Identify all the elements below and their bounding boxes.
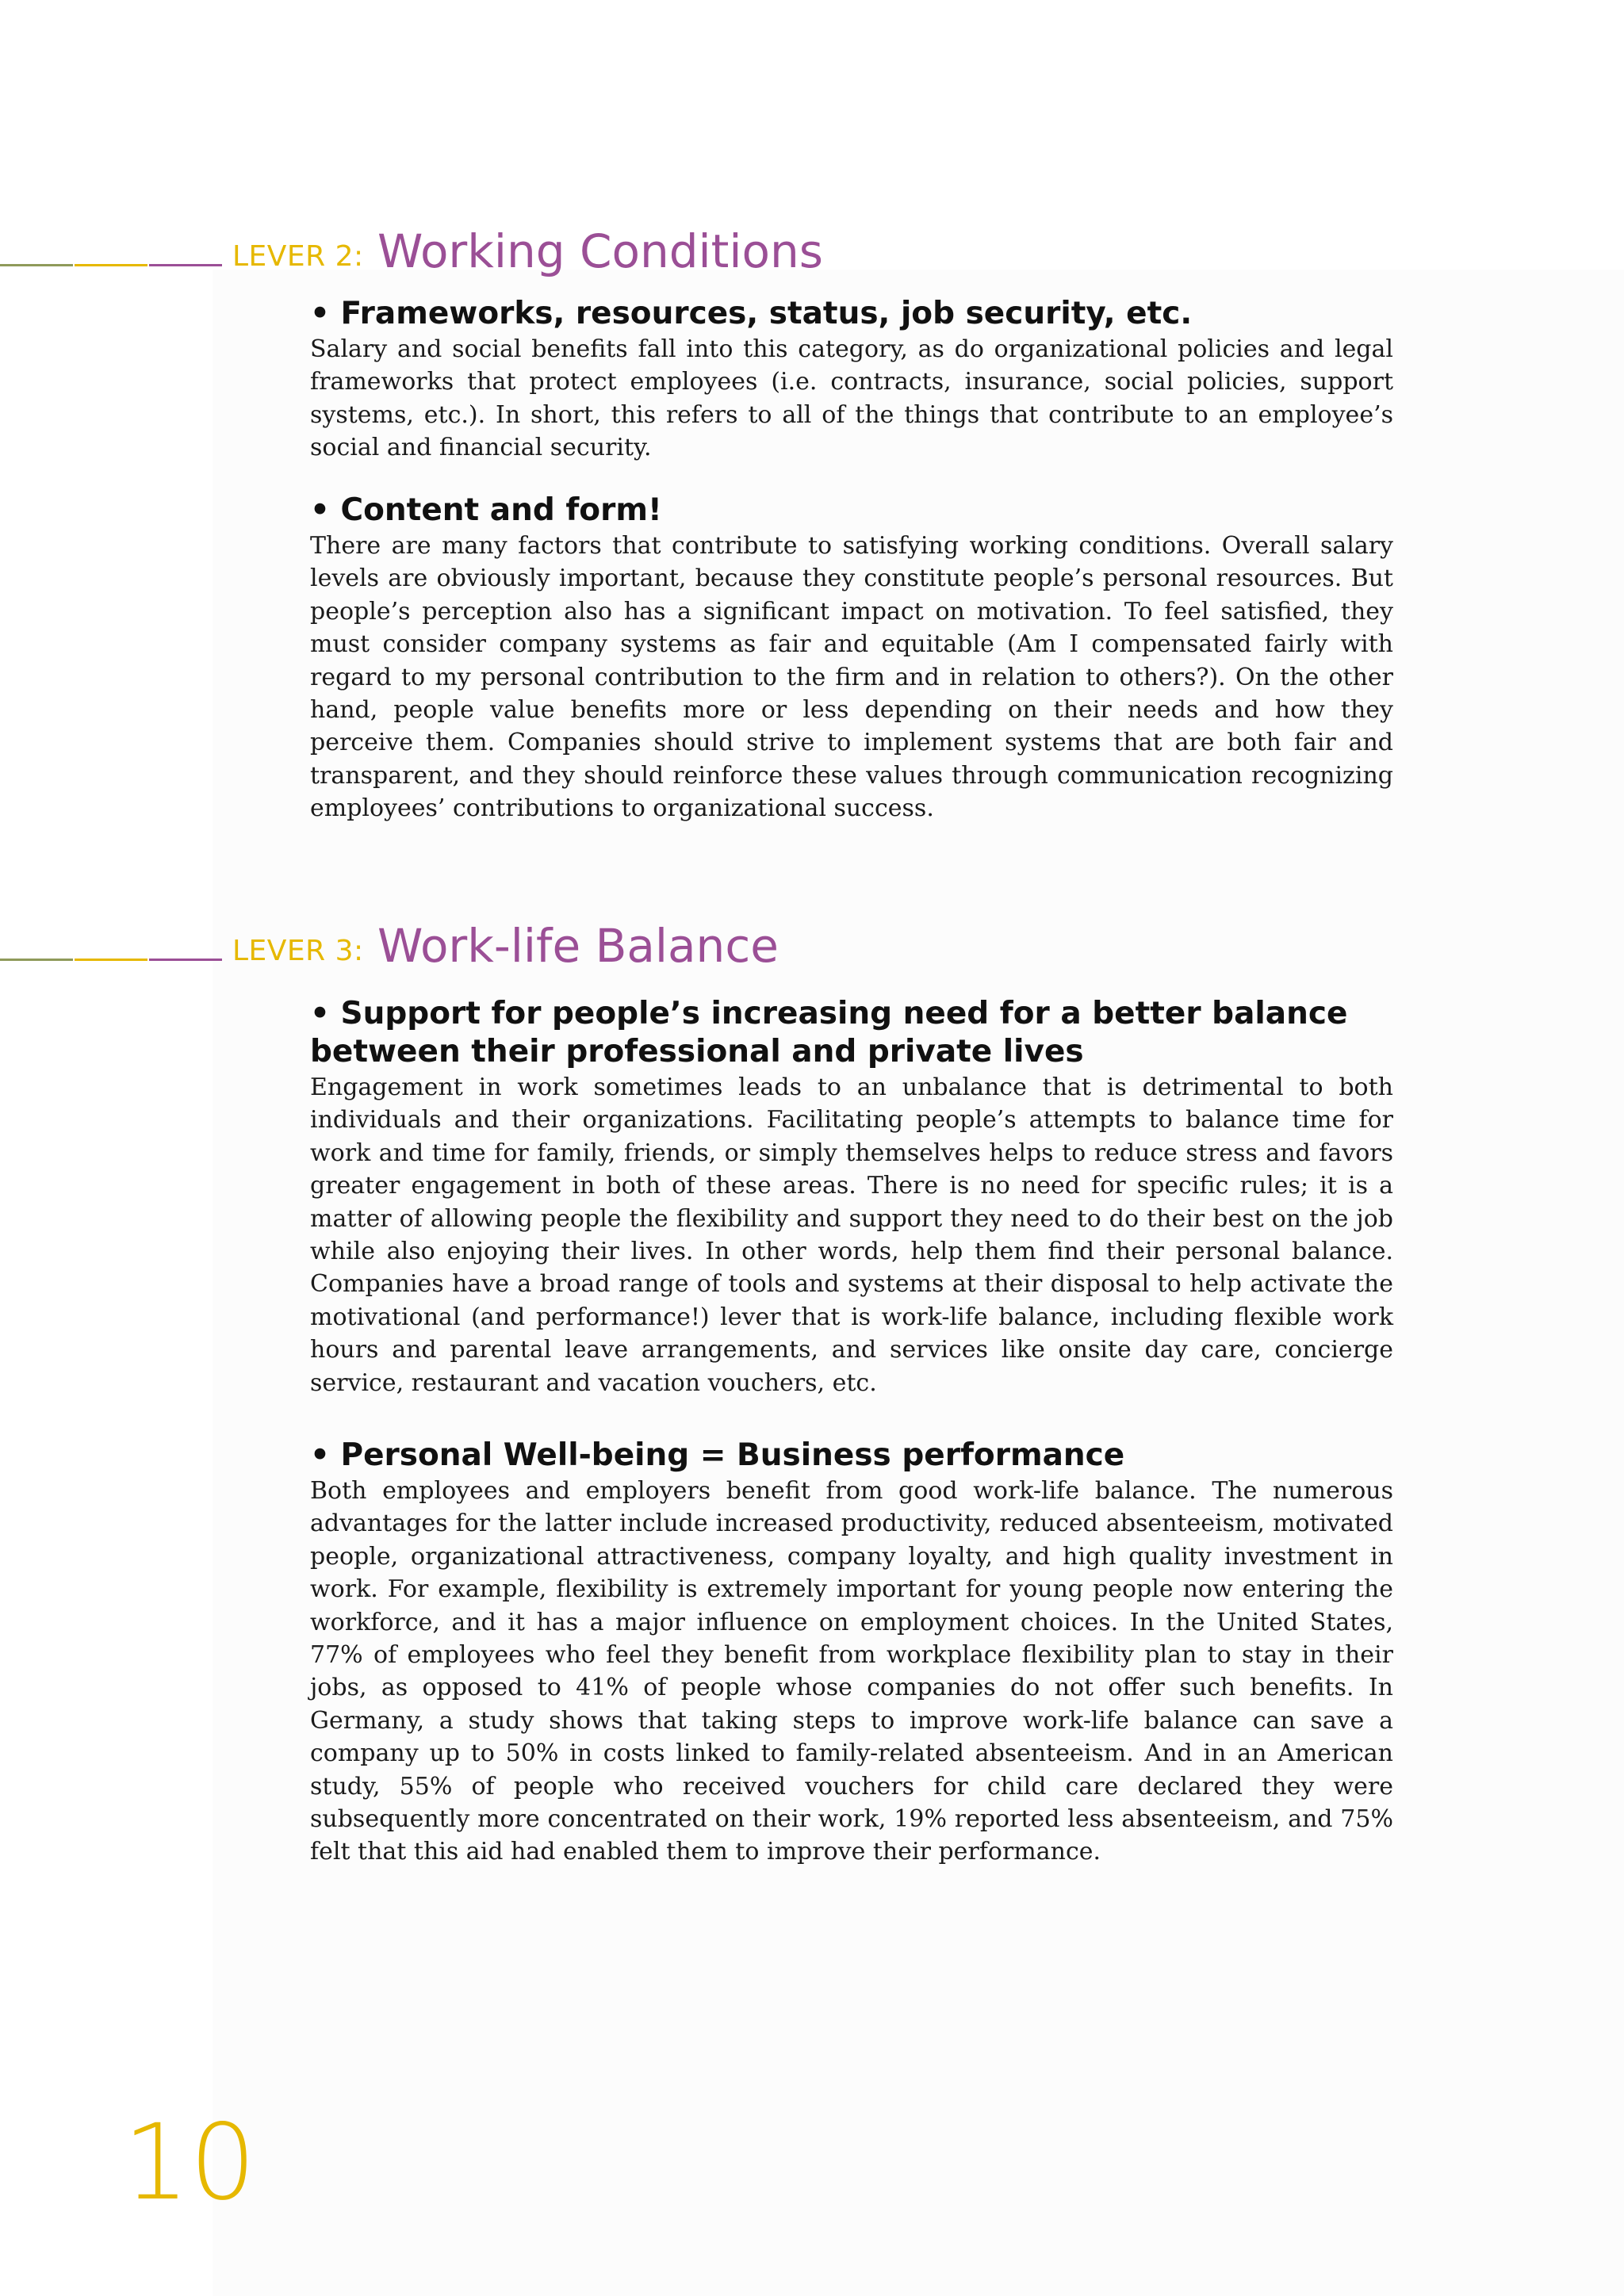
item-heading: • Frameworks, resources, status, job security, etc. xyxy=(310,296,1193,331)
lever-3-header xyxy=(0,901,952,972)
divider-line-purple xyxy=(149,264,222,266)
divider-line-olive xyxy=(0,264,73,266)
item-body: Both employees and employers benefit from good work-life balance. The numerous advantages for the latter include increased productivity, reduced absenteeism, motivated people, organizational attractiveness, company loyalty, and high quality investment in work. For example, flexibility is extremely important for young people now entering the workforce, and it has a major influence on employment choices. In the United States, 77% of employees who feel they benefit from workplace flexibility plan to stay in their jobs, as opposed to 41% of people whose companies do not offer such benefits. In Germany, a study shows that taking steps to improve work-life balance can save a company up to 50% in costs linked to family-related absenteeism. And in an American study, 55% of people who received vouchers for child care declared they were subsequently more concentrated on their work, 19% reported less absenteeism, and 75% felt that this aid had enabled them to improve their performance. xyxy=(310,1477,1393,1866)
divider-line-olive xyxy=(0,959,73,961)
lever-label: LEVER 2: xyxy=(232,240,364,273)
wellbeing-performance-block xyxy=(310,1437,1393,1869)
lever-2-header xyxy=(0,206,952,277)
divider-line-yellow xyxy=(75,959,147,961)
frameworks-block xyxy=(310,295,1393,465)
section-title: Work-life Balance xyxy=(377,919,779,973)
item-heading: • Support for people’s increasing need for a better balance between their professional and private lives xyxy=(310,996,1348,1070)
section-title: Working Conditions xyxy=(377,224,823,278)
content-form-block xyxy=(310,492,1393,825)
item-heading: • Content and form! xyxy=(310,492,662,528)
item-heading: • Personal Well-being = Business performance xyxy=(310,1437,1125,1473)
item-body: There are many factors that contribute to satisfying working conditions. Overall salary levels are obviously important, because they constitute people’s personal resources. But people’s perception also has a significant impact on motivation. To feel satisfied, they must consider company systems as fair and equitable (Am I compensated fairly with regard to my personal contribution to the firm and in relation to others?). On the other hand, people value benefits more or less depending on their needs and how they perceive them. Companies should strive to implement systems that are both fair and transparent, and they should reinforce these values through communication recognizing employees’ contributions to organizational success. xyxy=(310,532,1393,823)
divider-line-yellow xyxy=(75,264,147,266)
divider-line-purple xyxy=(149,959,222,961)
item-body: Salary and social benefits fall into this category, as do organizational policies and legal frameworks that protect employees (i.e. contracts, insurance, social policies, support systems, etc.). In short, this refers to all of the things that contribute to an employee’s social and financial security. xyxy=(310,335,1393,462)
support-balance-block xyxy=(310,995,1393,1399)
page-number: 10 xyxy=(123,2102,256,2224)
lever-label: LEVER 3: xyxy=(232,935,364,967)
item-body: Engagement in work sometimes leads to an unbalance that is detrimental to both individuals and their organizations. Facilitating people’s attempts to balance time for work and time for family, friends, or simply themselves helps to reduce stress and favors greater engagement in both of these areas. There is no need for specific rules; it is a matter of allowing people the flexibility and support they need to do their best on the job while also enjoying their lives. In other words, help them find their personal balance. Companies have a broad range of tools and systems at their disposal to help activate the motivational (and performance!) lever that is work-life balance, including flexible work hours and parental leave arrangements, and services like onsite day care, concierge service, restaurant and vacation vouchers, etc. xyxy=(310,1073,1393,1397)
